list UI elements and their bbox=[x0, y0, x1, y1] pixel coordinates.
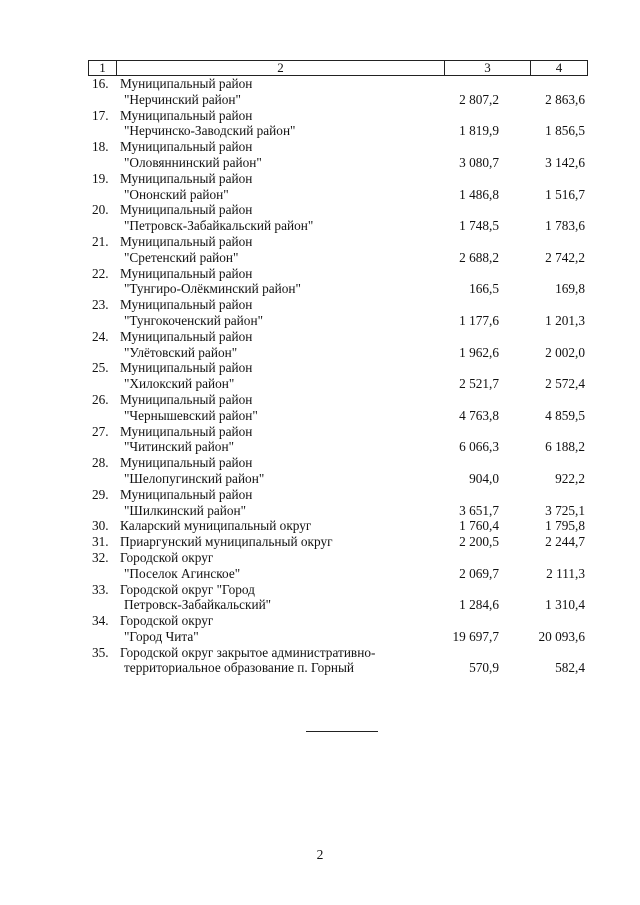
row-name bbox=[120, 645, 450, 677]
row-number: 29. bbox=[92, 486, 109, 502]
value-col-3: 3 080,7 bbox=[459, 154, 499, 170]
row-name bbox=[120, 534, 450, 550]
row-name bbox=[120, 266, 450, 298]
table-row bbox=[0, 518, 640, 534]
row-name-line: Муниципальный район bbox=[120, 486, 253, 502]
value-col-4: 169,8 bbox=[555, 281, 585, 297]
row-name-line: Муниципальный район bbox=[120, 202, 253, 218]
table-row bbox=[0, 487, 640, 519]
row-name bbox=[120, 329, 450, 361]
header-col-1: 1 bbox=[89, 61, 117, 75]
value-col-3: 904,0 bbox=[469, 470, 499, 486]
value-col-4: 2 572,4 bbox=[545, 376, 585, 392]
table-header bbox=[88, 60, 588, 76]
row-name-line: Городской округ закрытое административно- bbox=[120, 644, 376, 660]
value-col-3: 6 066,3 bbox=[459, 439, 499, 455]
row-number: 27. bbox=[92, 423, 109, 439]
row-number: 32. bbox=[92, 549, 109, 565]
value-col-4: 3 725,1 bbox=[545, 502, 585, 518]
row-name-line: "Город Чита" bbox=[124, 628, 199, 644]
value-col-4: 2 742,2 bbox=[545, 249, 585, 265]
row-name bbox=[120, 139, 450, 171]
table-row bbox=[0, 455, 640, 487]
value-col-4: 2 111,3 bbox=[546, 565, 585, 581]
row-name-line: "Оловяннинский район" bbox=[124, 154, 262, 170]
header-col-2: 2 bbox=[117, 61, 445, 75]
row-name-line: "Петровск-Забайкальский район" bbox=[124, 218, 314, 234]
row-name bbox=[120, 582, 450, 614]
table-body bbox=[0, 76, 640, 676]
row-name bbox=[120, 234, 450, 266]
row-name-line: Муниципальный район bbox=[120, 455, 253, 471]
value-col-3: 1 177,6 bbox=[459, 312, 499, 328]
row-name-line: "Улётовский район" bbox=[124, 344, 238, 360]
row-number: 24. bbox=[92, 328, 109, 344]
table-row bbox=[0, 108, 640, 140]
row-name-line: "Чернышевский район" bbox=[124, 407, 258, 423]
row-number: 21. bbox=[92, 233, 109, 249]
value-col-3: 570,9 bbox=[469, 660, 499, 676]
value-col-4: 4 859,5 bbox=[545, 407, 585, 423]
table-row bbox=[0, 645, 640, 677]
table-row bbox=[0, 582, 640, 614]
table-row bbox=[0, 534, 640, 550]
table-row bbox=[0, 360, 640, 392]
row-name bbox=[120, 360, 450, 392]
row-name-line: Муниципальный район bbox=[120, 107, 253, 123]
row-name-line: "Тунгиро-Олёкминский район" bbox=[124, 281, 301, 297]
row-name-line: "Шилкинский район" bbox=[124, 502, 247, 518]
table-row bbox=[0, 613, 640, 645]
value-col-4: 582,4 bbox=[555, 660, 585, 676]
row-number: 35. bbox=[92, 644, 109, 660]
row-name bbox=[120, 613, 450, 645]
value-col-3: 2 069,7 bbox=[459, 565, 499, 581]
row-name-line: "Поселок Агинское" bbox=[124, 565, 241, 581]
table-row bbox=[0, 234, 640, 266]
header-col-4: 4 bbox=[555, 60, 563, 75]
row-number: 19. bbox=[92, 170, 109, 186]
row-name-line: Петровск-Забайкальский" bbox=[124, 597, 272, 613]
row-number: 25. bbox=[92, 360, 109, 376]
row-number: 23. bbox=[92, 297, 109, 313]
row-name-line: Муниципальный район bbox=[120, 76, 253, 91]
row-name bbox=[120, 297, 450, 329]
table-row bbox=[0, 424, 640, 456]
row-name-line: Муниципальный район bbox=[120, 170, 253, 186]
value-col-3: 166,5 bbox=[469, 281, 499, 297]
row-name-line: Приаргунский муниципальный округ bbox=[120, 534, 333, 550]
value-col-4: 1 783,6 bbox=[545, 218, 585, 234]
value-col-4: 922,2 bbox=[555, 470, 585, 486]
row-number: 17. bbox=[92, 107, 109, 123]
row-name bbox=[120, 518, 450, 534]
value-col-4: 1 516,7 bbox=[545, 186, 585, 202]
page-number: 2 bbox=[316, 847, 324, 862]
row-number: 22. bbox=[92, 265, 109, 281]
row-name-line: Муниципальный район bbox=[120, 297, 253, 313]
row-name bbox=[120, 171, 450, 203]
row-name bbox=[120, 455, 450, 487]
table-row bbox=[0, 297, 640, 329]
row-name bbox=[120, 487, 450, 519]
value-col-3: 19 697,7 bbox=[452, 628, 499, 644]
value-col-3: 1 760,4 bbox=[459, 518, 499, 534]
value-col-4: 1 795,8 bbox=[545, 518, 585, 534]
table-row bbox=[0, 266, 640, 298]
table-row bbox=[0, 550, 640, 582]
row-name-line: Муниципальный район bbox=[120, 265, 253, 281]
value-col-4: 1 310,4 bbox=[545, 597, 585, 613]
row-name bbox=[120, 108, 450, 140]
value-col-3: 2 521,7 bbox=[459, 376, 499, 392]
row-name-line: Городской округ bbox=[120, 613, 214, 629]
value-col-4: 20 093,6 bbox=[538, 628, 585, 644]
row-name bbox=[120, 76, 450, 108]
row-name-line: Муниципальный район bbox=[120, 423, 253, 439]
row-name-line: Каларский муниципальный округ bbox=[120, 518, 312, 534]
row-name-line: территориальное образование п. Горный bbox=[124, 660, 355, 676]
value-col-3: 4 763,8 bbox=[459, 407, 499, 423]
row-name bbox=[120, 392, 450, 424]
value-col-3: 3 651,7 bbox=[459, 502, 499, 518]
row-name-line: "Тунгокоченский район" bbox=[124, 312, 263, 328]
row-name-line: "Читинский район" bbox=[124, 439, 235, 455]
row-number: 33. bbox=[92, 581, 109, 597]
row-name-line: Муниципальный район bbox=[120, 139, 253, 155]
table-row bbox=[0, 202, 640, 234]
table-row bbox=[0, 329, 640, 361]
value-col-4: 2 002,0 bbox=[545, 344, 585, 360]
row-name-line: Городской округ bbox=[120, 549, 214, 565]
row-name-line: "Нерчинский район" bbox=[124, 91, 241, 107]
row-number: 26. bbox=[92, 391, 109, 407]
value-col-4: 6 188,2 bbox=[545, 439, 585, 455]
row-name-line: "Хилокский район" bbox=[124, 376, 235, 392]
row-name-line: Муниципальный район bbox=[120, 328, 253, 344]
value-col-4: 3 142,6 bbox=[545, 154, 585, 170]
row-name-line: Городской округ "Город bbox=[120, 581, 255, 597]
row-number: 16. bbox=[92, 76, 109, 91]
row-number: 30. bbox=[92, 518, 109, 534]
value-col-4: 2 244,7 bbox=[545, 534, 585, 550]
value-col-4: 1 856,5 bbox=[545, 123, 585, 139]
value-col-3: 1 819,9 bbox=[459, 123, 499, 139]
row-name-line: Муниципальный район bbox=[120, 233, 253, 249]
row-number: 31. bbox=[92, 534, 109, 550]
end-divider bbox=[306, 731, 378, 732]
row-name-line: Муниципальный район bbox=[120, 391, 253, 407]
row-number: 18. bbox=[92, 139, 109, 155]
row-name-line: "Шелопугинский район" bbox=[124, 470, 265, 486]
row-number: 34. bbox=[92, 613, 109, 629]
row-name bbox=[120, 424, 450, 456]
value-col-3: 1 748,5 bbox=[459, 218, 499, 234]
value-col-4: 2 863,6 bbox=[545, 91, 585, 107]
row-number: 28. bbox=[92, 455, 109, 471]
header-col-3: 3 bbox=[445, 61, 531, 75]
value-col-3: 2 807,2 bbox=[459, 91, 499, 107]
table-row bbox=[0, 171, 640, 203]
value-col-3: 2 200,5 bbox=[459, 534, 499, 550]
row-name-line: Муниципальный район bbox=[120, 360, 253, 376]
value-col-3: 1 962,6 bbox=[459, 344, 499, 360]
row-number: 20. bbox=[92, 202, 109, 218]
table-row bbox=[0, 76, 640, 108]
table-row bbox=[0, 139, 640, 171]
value-col-3: 1 486,8 bbox=[459, 186, 499, 202]
row-name-line: "Ононский район" bbox=[124, 186, 229, 202]
row-name-line: "Нерчинско-Заводский район" bbox=[124, 123, 296, 139]
value-col-4: 1 201,3 bbox=[545, 312, 585, 328]
value-col-3: 2 688,2 bbox=[459, 249, 499, 265]
row-name bbox=[120, 550, 450, 582]
row-name bbox=[120, 202, 450, 234]
value-col-3: 1 284,6 bbox=[459, 597, 499, 613]
table-row bbox=[0, 392, 640, 424]
row-name-line: "Сретенский район" bbox=[124, 249, 239, 265]
